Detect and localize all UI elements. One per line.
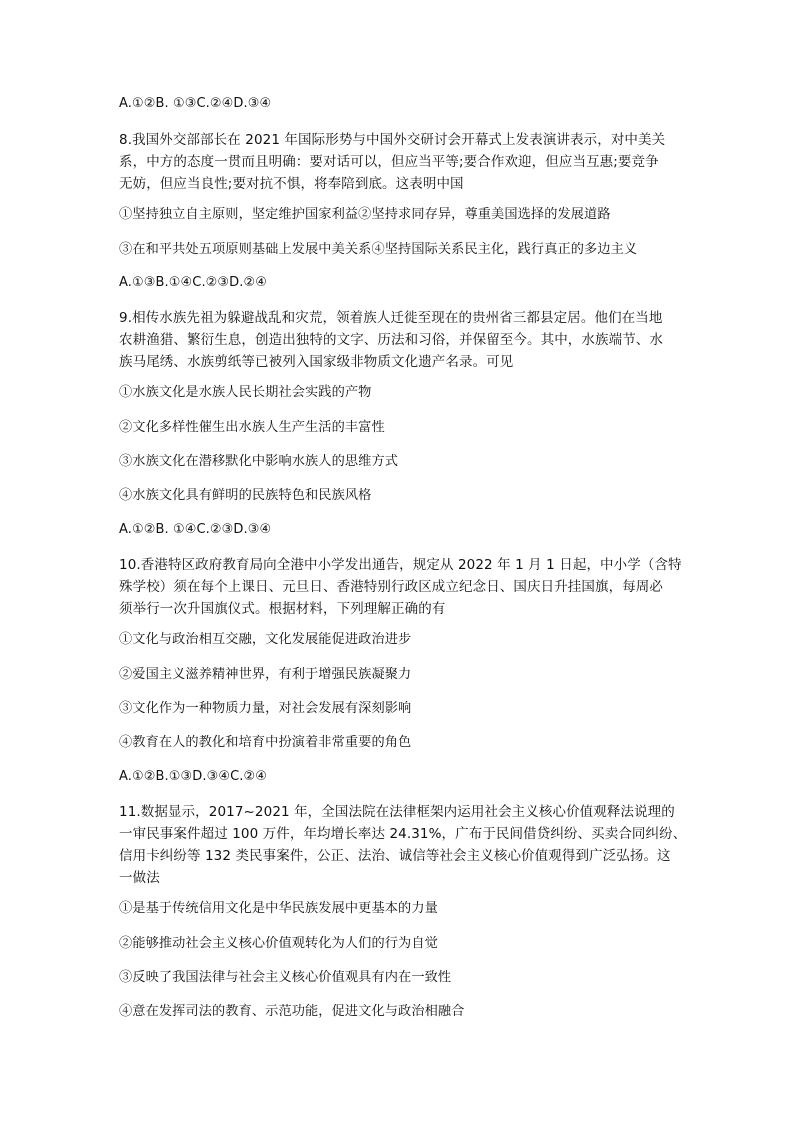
- q9-option-4: ④水族文化具有鲜明的民族特色和民族风格: [119, 488, 372, 503]
- q9-option-1: ①水族文化是水族人民长期社会实践的产物: [119, 385, 372, 400]
- q10-stem-line-1: 10.香港特区政府教育局向全港中小学发出通告，规定从 2022 年 1 月 1 日起，中小学（含特: [119, 557, 682, 573]
- q10-option-1: ①文化与政治相互交融，文化发展能促进政治进步: [119, 632, 412, 647]
- q10-stem-line-2: 殊学校）须在每个上课日、元旦日、香港特别行政区成立纪念日、国庆日升挂国旗，每周必: [119, 579, 663, 595]
- q8-stem-line-2: 系，中方的态度一贯而且明确：要对话可以，但应当平等;要合作欢迎，但应当互惠;要竞争: [119, 154, 659, 170]
- q8-stem-line-3: 无妨，但应当良性;要对抗不惧，将奉陪到底。这表明中国: [119, 176, 464, 192]
- q9-answer-choices: A.①②B. ①④C.②③D.③④: [119, 522, 272, 537]
- q8-option-1-2: ①坚持独立自主原则，坚定维护国家利益②坚持求同存异，尊重美国选择的发展道路: [119, 207, 611, 222]
- q11-option-3: ③反映了我国法律与社会主义核心价值观具有内在一致性: [119, 970, 452, 985]
- q9-stem-line-2: 农耕渔猎、繁衍生息，创造出独特的文字、历法和习俗，并保留至今。其中，水族端节、水: [119, 332, 663, 348]
- q10-answer-choices: A.①②B.①③D.③④C.②④: [119, 769, 268, 784]
- q10-option-4: ④教育在人的教化和培育中扮演着非常重要的角色: [119, 735, 412, 750]
- q11-stem-line-3: 信用卡纠纷等 132 类民事案件，公正、法治、诚信等社会主义核心价值观得到广泛弘扬。这: [119, 848, 671, 864]
- q11-option-1: ①是基于传统信用文化是中华民族发展中更基本的力量: [119, 901, 438, 916]
- q10-stem-line-3: 须举行一次升国旗仪式。根据材料，下列理解正确的有: [119, 601, 446, 617]
- q11-option-4: ④意在发挥司法的教育、示范功能，促进文化与政治相融合: [119, 1004, 465, 1019]
- q8-option-3-4: ③在和平共处五项原则基础上发展中美关系④坚持国际关系民主化，践行真正的多边主义: [119, 242, 638, 257]
- q10-option-2: ②爱国主义滋养精神世界，有利于增强民族凝聚力: [119, 667, 412, 682]
- q9-stem-line-3: 族马尾绣、水族剪纸等已被列入国家级非物质文化遗产名录。可见: [119, 354, 514, 370]
- q10-option-3: ③文化作为一种物质力量，对社会发展有深刻影响: [119, 701, 412, 716]
- q7-answer-choices: A.①②B. ①③C.②④D.③④: [119, 96, 272, 111]
- q9-stem-line-1: 9.相传水族先祖为躲避战乱和灾荒，领着族人迁徙至现在的贵州省三都县定居。他们在当地: [119, 310, 663, 326]
- q9-option-3: ③水族文化在潜移默化中影响水族人的思维方式: [119, 454, 399, 469]
- q11-option-2: ②能够推动社会主义核心价值观转化为人们的行为自觉: [119, 936, 438, 951]
- q11-stem-line-4: 一做法: [119, 870, 160, 886]
- q11-stem-line-1: 11.数据显示，2017~2021 年，全国法院在法律框架内运用社会主义核心价值观释法说理的: [119, 804, 675, 820]
- q11-stem-line-2: 一审民事案件超过 100 万件，年均增长率达 24.31%，广布于民间借贷纠纷、买卖合同纠纷、: [119, 826, 687, 842]
- q8-stem-line-1: 8.我国外交部部长在 2021 年国际形势与中国外交研讨会开幕式上发表演讲表示，对中美关: [119, 132, 666, 148]
- q8-answer-choices: A.①③B.①④C.②③D.②④: [119, 275, 268, 290]
- q9-option-2: ②文化多样性催生出水族人生产生活的丰富性: [119, 420, 385, 435]
